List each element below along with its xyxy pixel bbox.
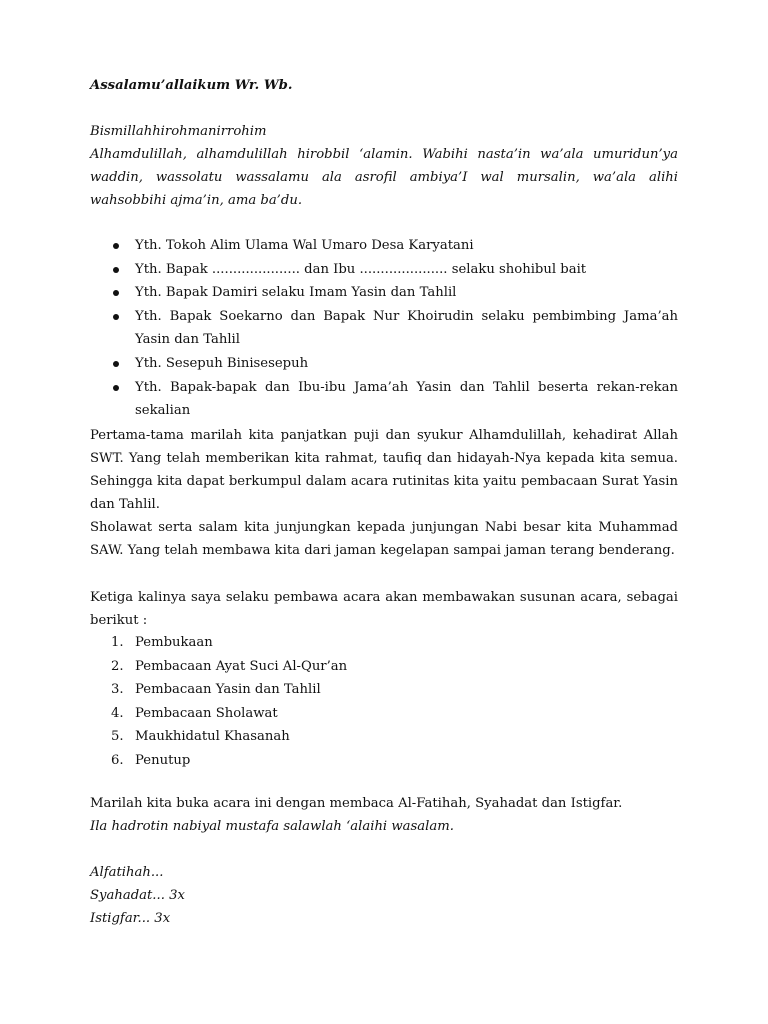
list-item: Yth. Bapak Damiri selaku Imam Yasin dan Tahlil: [90, 281, 678, 305]
bullet-icon: [113, 243, 119, 249]
paragraph-praise: Pertama-tama marilah kita panjatkan puji dan syukur Alhamdulillah, kehadirat Allah SWT. Yang telah memberikan kita rahmat, taufiq dan hidayah-Nya kepada kita semua. Sehingga kita dapat berkumpul dalam acara rutinitas kita yaitu pembacaan Surat Yasin dan Tahlil.: [90, 428, 678, 512]
list-item: Yth. Bapak Soekarno dan Bapak Nur Khoirudin selaku pembimbing Jama’ah Yasin dan Tahlil: [90, 305, 678, 352]
list-item: Yth. Bapak-bapak dan Ibu-ibu Jama’ah Yasin dan Tahlil beserta rekan-rekan sekalian: [90, 376, 678, 423]
closing-italic-line: Ila hadrotin nabiyal mustafa salawlah ‘alaihi wasalam.: [90, 819, 454, 834]
bullet-icon: [113, 267, 119, 273]
list-item: 6. Penutup: [111, 752, 191, 768]
bullet-icon: [113, 361, 119, 367]
agenda-list: [90, 631, 678, 773]
recitation-istigfar: Istigfar... 3x: [90, 911, 171, 926]
list-item: 2. Pembacaan Ayat Suci Al-Qur’an: [111, 658, 348, 674]
greeting: Assalamu’allaikum Wr. Wb.: [90, 78, 293, 93]
hamdalah-paragraph: Alhamdulillah, alhamdulillah hirobbil ‘alamin. Wabihi nasta’in wa’ala umuridun’ya waddin, wassolatu wassalamu ala asrofil ambiya’I wal mursalin, wa’ala alihi wahsobbihi ajma’in, ama ba’du.: [90, 147, 678, 208]
closing-line: Marilah kita buka acara ini dengan membaca Al-Fatihah, Syahadat dan Istigfar.: [90, 796, 623, 811]
bullet-icon: [113, 314, 119, 320]
paragraph-sholawat: Sholawat serta salam kita junjungkan kepada junjungan Nabi besar kita Muhammad SAW. Yang telah membawa kita dari jaman kegelapan sampai jaman terang benderang.: [90, 520, 678, 558]
paragraph-agenda-intro: Ketiga kalinya saya selaku pembawa acara akan membawakan susunan acara, sebagai berikut :: [90, 590, 678, 628]
list-item: 5. Maukhidatul Khasanah: [111, 729, 290, 745]
list-item: 1. Pembukaan: [111, 635, 213, 650]
bullet-icon: [113, 290, 119, 296]
bismillah-line: Bismillahhirohmanirrohim: [90, 124, 267, 139]
list-item: 4. Pembacaan Sholawat: [111, 705, 278, 721]
list-item: Yth. Bapak ..................... dan Ibu ..................... selaku shohibul bait: [90, 258, 678, 282]
recitation-syahadat: Syahadat... 3x: [90, 888, 185, 903]
list-item: Yth. Tokoh Alim Ulama Wal Umaro Desa Karyatani: [90, 234, 678, 258]
bullet-icon: [113, 385, 119, 391]
list-item: 3. Pembacaan Yasin dan Tahlil: [111, 682, 321, 698]
recitation-alfatihah: Alfatihah...: [90, 865, 164, 880]
list-item: Yth. Sesepuh Binisesepuh: [90, 352, 678, 376]
honorifics-list: [90, 234, 678, 423]
